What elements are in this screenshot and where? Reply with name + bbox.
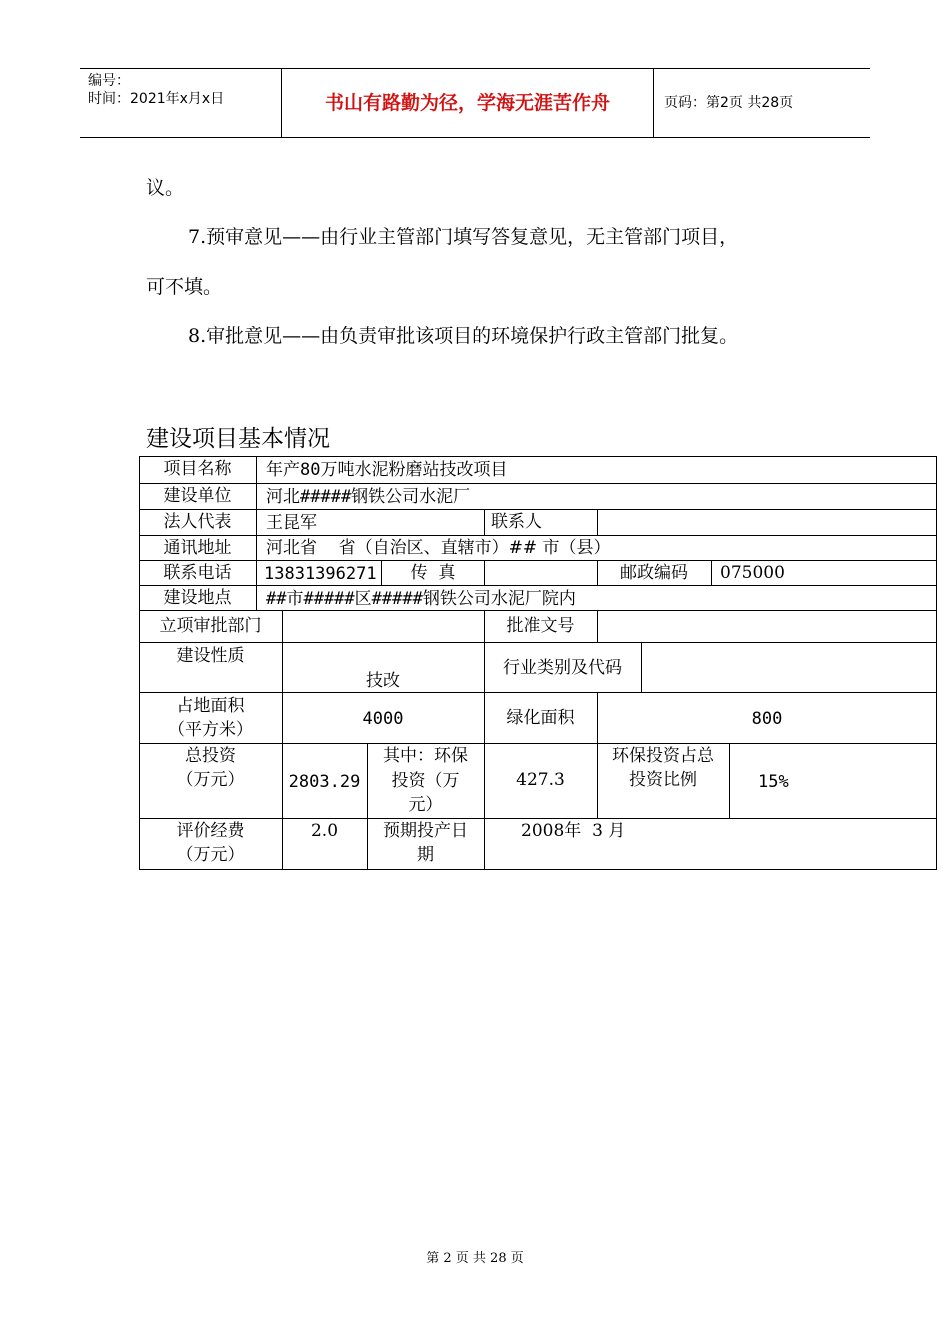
label-invest-2: （万元） (176, 770, 245, 790)
paragraph-2b: 可不填。 (146, 276, 223, 298)
value-legal-rep: 王昆军 (266, 513, 317, 533)
page-footer: 第 2 页 共 28 页 (426, 1251, 524, 1266)
label-phone: 联系电话 (163, 563, 232, 583)
section-title: 建设项目基本情况 (146, 426, 330, 452)
project-info-table (139, 456, 937, 870)
label-area-2: （平方米） (168, 720, 253, 740)
value-date: 2008年 3 月 (521, 821, 626, 841)
value-builder: 河北#####钢铁公司水泥厂 (266, 487, 471, 507)
label-builder: 建设单位 (163, 486, 232, 506)
label-area-1: 占地面积 (176, 696, 245, 716)
page-header (80, 68, 870, 138)
label-env-invest-2: 投资（万 (391, 771, 460, 791)
label-approval-dept: 立项审批部门 (159, 616, 262, 636)
header-meta (80, 69, 282, 137)
label-address: 通讯地址 (163, 538, 232, 558)
label-approval-no: 批准文号 (506, 616, 575, 636)
value-env-invest: 427.3 (516, 770, 565, 790)
value-nature: 技改 (366, 671, 400, 691)
value-invest: 2803.29 (288, 772, 361, 792)
label-nature: 建设性质 (176, 646, 245, 666)
label-ratio-1: 环保投资占总 (612, 746, 714, 766)
label-contact: 联系人 (491, 512, 542, 532)
label-site: 建设地点 (163, 588, 232, 608)
label-fee-2: （万元） (176, 845, 245, 865)
header-time: 时间：2021年x月x日 (88, 91, 225, 107)
value-site: ##市#####区#####钢铁公司水泥厂院内 (266, 589, 576, 609)
label-industry: 行业类别及代码 (503, 658, 622, 678)
value-area: 4000 (362, 709, 404, 729)
label-env-invest-3: 元） (408, 795, 443, 815)
value-ratio: 15% (758, 772, 789, 792)
paragraph-1: 议。 (146, 177, 185, 199)
label-postcode: 邮政编码 (620, 563, 688, 583)
value-phone: 13831396271 (264, 564, 377, 584)
label-fax: 传 真 (410, 563, 456, 583)
label-project-name: 项目名称 (163, 459, 232, 479)
label-invest-1: 总投资 (185, 746, 236, 766)
value-address: 河北省 省（自治区、直辖市）## 市（县） (266, 538, 611, 558)
value-green: 800 (751, 709, 783, 729)
label-date-2: 期 (417, 845, 434, 865)
label-env-invest-1: 其中：环保 (383, 746, 468, 766)
paragraph-2a: 7.预审意见——由行业主管部门填写答复意见，无主管部门项目， (188, 226, 739, 248)
value-fee: 2.0 (310, 821, 339, 841)
label-date-1: 预期投产日 (383, 821, 468, 841)
header-number: 编号： (88, 73, 130, 89)
label-ratio-2: 投资比例 (629, 770, 697, 790)
value-postcode: 075000 (720, 563, 785, 583)
label-legal-rep: 法人代表 (163, 512, 232, 532)
label-fee-1: 评价经费 (176, 821, 245, 841)
label-green: 绿化面积 (506, 708, 575, 728)
value-project-name: 年产80万吨水泥粉磨站技改项目 (266, 460, 508, 480)
header-motto: 书山有路勤为径，学海无涯苦作舟 (282, 69, 654, 137)
paragraph-3: 8.审批意见——由负责审批该项目的环境保护行政主管部门批复。 (188, 325, 739, 347)
header-page-info: 页码：第2页 共28页 (664, 95, 794, 111)
